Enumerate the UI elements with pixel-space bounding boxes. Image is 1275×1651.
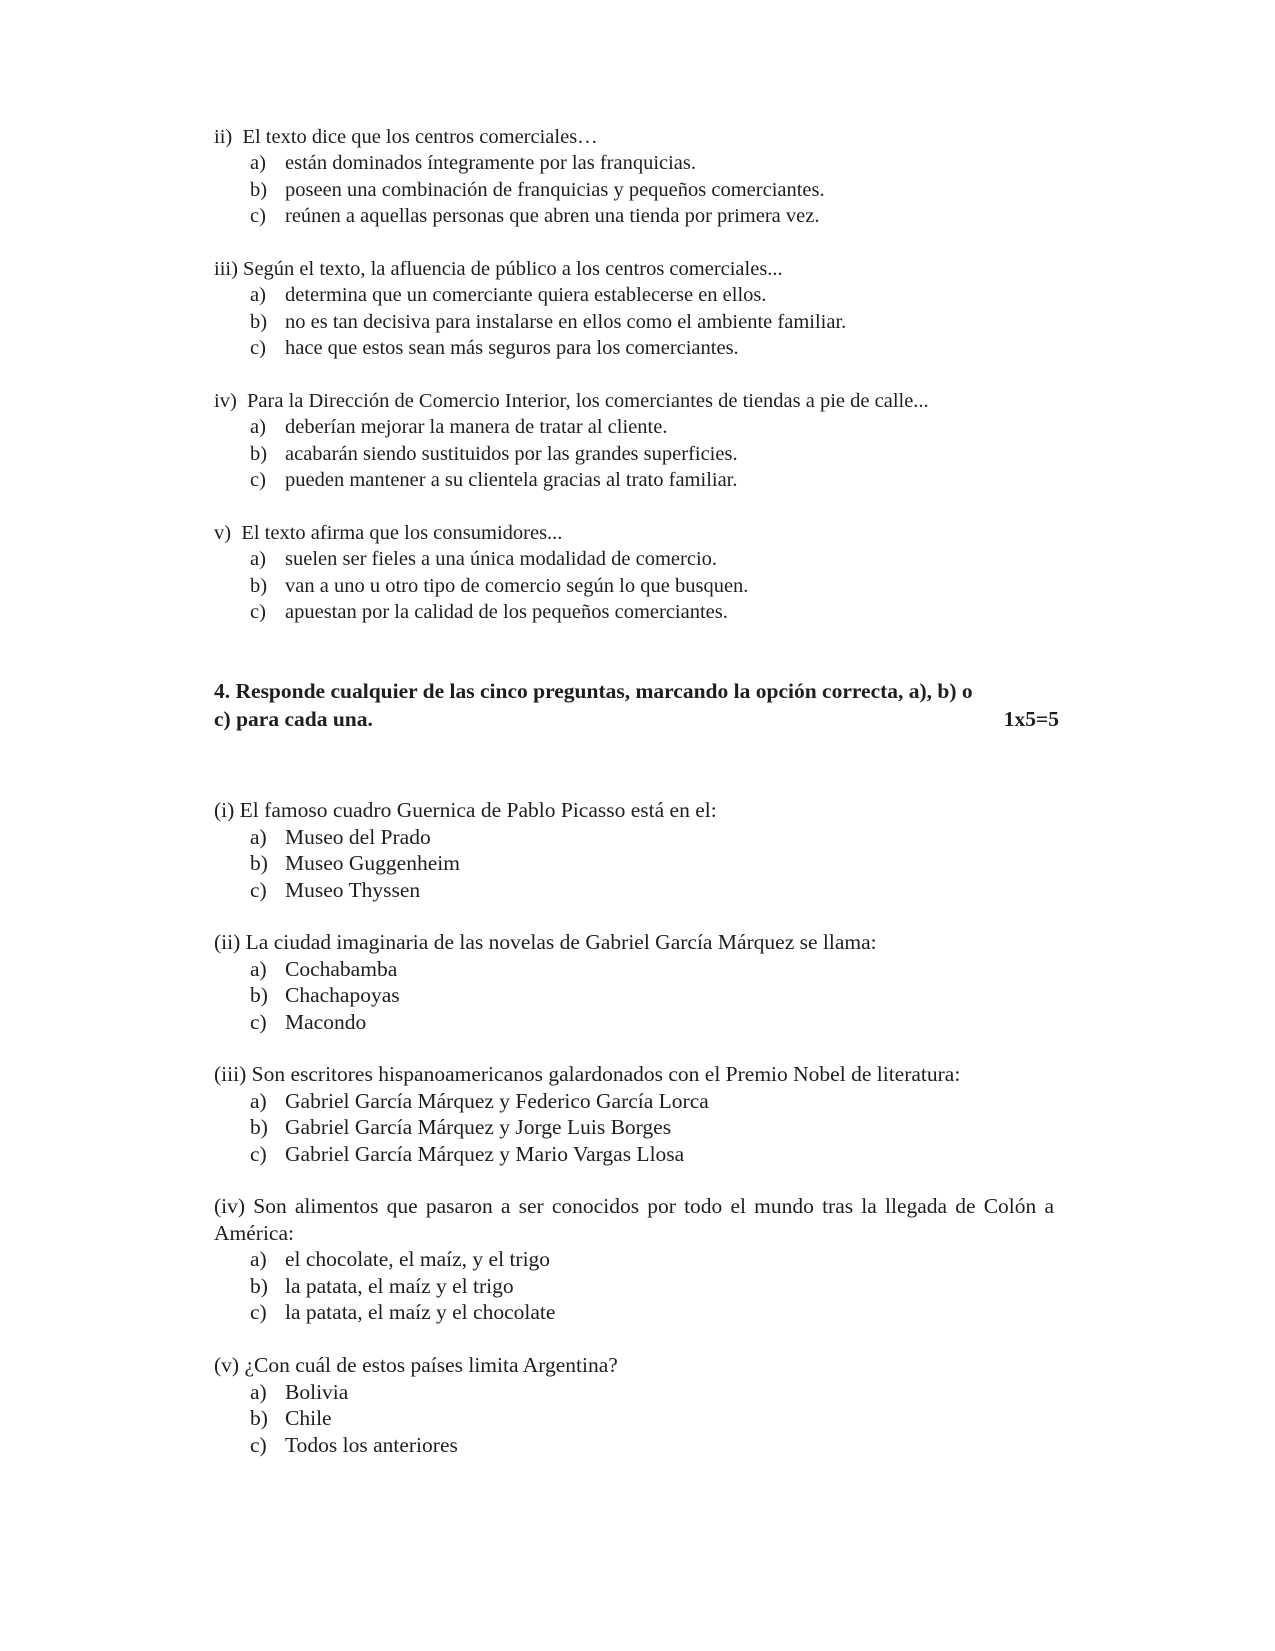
option-item — [214, 1273, 1054, 1300]
question-stem — [214, 124, 1054, 150]
option-label: b) — [250, 310, 268, 333]
option-text: acabarán siendo sustituidos por las grandes superficies. — [285, 442, 738, 465]
option-item — [214, 1299, 1054, 1326]
option-label: c) — [250, 600, 266, 623]
option-text: Chile — [285, 1406, 332, 1430]
option-text: apuestan por la calidad de los pequeños comerciantes. — [285, 600, 728, 623]
question-text: ¿Con cuál de estos países limita Argentina? — [244, 1353, 618, 1377]
option-list — [214, 1088, 1054, 1168]
option-item — [214, 309, 1054, 335]
option-text: Museo Guggenheim — [285, 851, 460, 875]
option-label: a) — [250, 824, 267, 849]
option-item — [214, 467, 1054, 493]
question-number: iv) — [214, 390, 237, 412]
option-item — [214, 1379, 1054, 1406]
option-label: b) — [250, 1115, 268, 1139]
question-number: (ii) — [214, 930, 241, 954]
option-item — [214, 335, 1054, 361]
option-text: la patata, el maíz y el chocolate — [285, 1300, 556, 1324]
option-text: pueden mantener a su clientela gracias al trato familiar. — [285, 468, 738, 491]
option-text: Museo Thyssen — [285, 877, 421, 902]
option-item — [214, 850, 1054, 877]
option-item — [214, 982, 1054, 1009]
option-text: poseen una combinación de franquicias y pequeños comerciantes. — [285, 178, 825, 201]
option-item — [214, 1246, 1054, 1273]
question-number: (iii) — [214, 1062, 247, 1086]
question-stem — [214, 520, 1054, 546]
culture-question — [214, 797, 1054, 903]
option-item — [214, 1009, 1054, 1036]
question-stem — [214, 797, 1054, 824]
option-label: b) — [250, 574, 268, 597]
option-item — [214, 414, 1054, 440]
option-label: a) — [250, 152, 266, 175]
section-heading-text: c) para cada una. — [214, 707, 373, 731]
reading-question — [214, 520, 1054, 625]
option-label: c) — [250, 877, 267, 902]
option-text: están dominados íntegramente por las franquicias. — [285, 152, 697, 175]
option-label: b) — [250, 442, 268, 465]
option-item — [214, 956, 1054, 983]
option-item — [214, 573, 1054, 599]
option-item — [214, 824, 1054, 851]
option-label: a) — [250, 284, 266, 307]
option-item — [214, 150, 1054, 176]
culture-question — [214, 929, 1054, 1035]
question-text: El texto dice que los centros comerciales… — [242, 126, 598, 148]
option-item — [214, 1141, 1054, 1168]
option-list — [214, 282, 1054, 361]
question-text: El texto afirma que los consumidores... — [241, 522, 563, 544]
question-stem — [214, 388, 1054, 414]
option-label: c) — [250, 204, 266, 227]
reading-question — [214, 124, 1054, 229]
option-text: Cochabamba — [285, 956, 398, 981]
reading-question — [214, 388, 1054, 493]
option-label: c) — [250, 336, 266, 359]
option-item — [214, 877, 1054, 904]
question-text: Son alimentos que pasaron a ser conocidos por todo el mundo tras la llegada de Colón a América: — [214, 1194, 1055, 1245]
question-text: Son escritores hispanoamericanos galardonados con el Premio Nobel de literatura: — [251, 1062, 961, 1086]
option-text: Macondo — [285, 1009, 367, 1034]
option-item — [214, 1114, 1054, 1141]
option-label: a) — [250, 416, 266, 439]
option-text: determina que un comerciante quiera establecerse en ellos. — [285, 284, 767, 307]
option-text: hace que estos sean más seguros para los comerciantes. — [285, 336, 739, 359]
option-text: Bolivia — [285, 1379, 349, 1404]
option-text: la patata, el maíz y el trigo — [285, 1273, 514, 1298]
option-item — [214, 599, 1054, 625]
question-stem — [214, 929, 1054, 956]
option-list — [214, 414, 1054, 493]
section-heading-line: 4. Responde cualquier de las cinco preguntas, marcando la opción correcta, a), b) o — [214, 679, 973, 703]
option-text: Museo del Prado — [285, 824, 431, 849]
option-item — [214, 282, 1054, 308]
option-item — [214, 1432, 1054, 1459]
question-stem — [214, 1193, 1054, 1246]
option-text: Todos los anteriores — [285, 1432, 458, 1457]
option-text: no es tan decisiva para instalarse en ellos como el ambiente familiar. — [285, 310, 847, 333]
option-label: a) — [250, 1379, 267, 1404]
question-text: El famoso cuadro Guernica de Pablo Picasso está en el: — [239, 798, 717, 822]
option-list — [214, 1246, 1054, 1326]
question-number: (v) — [214, 1353, 240, 1377]
question-number: ii) — [214, 126, 233, 148]
option-text: Chachapoyas — [285, 983, 400, 1007]
option-text: el chocolate, el maíz, y el trigo — [285, 1247, 551, 1271]
score-label: 1x5=5 — [1003, 707, 1059, 731]
option-item — [214, 441, 1054, 467]
option-label: c) — [250, 1300, 267, 1324]
option-text: Gabriel García Márquez y Jorge Luis Borges — [285, 1115, 672, 1139]
option-list — [214, 824, 1054, 904]
option-label: c) — [250, 1141, 267, 1166]
question-number: v) — [214, 522, 232, 544]
option-item — [214, 546, 1054, 572]
option-item — [214, 1088, 1054, 1115]
section-heading-line — [214, 705, 1059, 733]
option-text: Gabriel García Márquez y Mario Vargas Llosa — [285, 1141, 685, 1166]
option-label: b) — [250, 1406, 268, 1430]
question-stem — [214, 1352, 1054, 1379]
question-text: Según el texto, la afluencia de público a los centros comerciales... — [243, 258, 783, 280]
option-text: reúnen a aquellas personas que abren una tienda por primera vez. — [285, 204, 820, 227]
option-label: c) — [250, 1009, 267, 1034]
culture-question — [214, 1193, 1054, 1326]
reading-question — [214, 256, 1054, 361]
question-number: (i) — [214, 798, 235, 822]
option-item — [214, 177, 1054, 203]
option-list — [214, 956, 1054, 1036]
question-number: (iv) — [214, 1194, 246, 1218]
option-label: a) — [250, 956, 267, 981]
option-item — [214, 1405, 1054, 1432]
option-label: a) — [250, 1088, 267, 1113]
culture-question — [214, 1061, 1054, 1167]
option-label: b) — [250, 983, 268, 1007]
question-stem — [214, 256, 1054, 282]
question-stem — [214, 1061, 1054, 1088]
option-list — [214, 150, 1054, 229]
option-label: a) — [250, 548, 266, 571]
section-heading — [214, 677, 1059, 733]
option-item — [214, 203, 1054, 229]
option-label: c) — [250, 1432, 267, 1457]
option-label: a) — [250, 1247, 267, 1271]
question-text: Para la Dirección de Comercio Interior, los comerciantes de tiendas a pie de calle... — [247, 390, 929, 412]
option-label: b) — [250, 178, 268, 201]
option-text: suelen ser fieles a una única modalidad de comercio. — [285, 548, 718, 571]
option-text: van a uno u otro tipo de comercio según lo que busquen. — [285, 574, 749, 597]
culture-question — [214, 1352, 1054, 1458]
question-number: iii) — [214, 258, 238, 280]
option-list — [214, 546, 1054, 625]
question-text: La ciudad imaginaria de las novelas de Gabriel García Márquez se llama: — [245, 930, 877, 954]
option-text: Gabriel García Márquez y Federico García Lorca — [285, 1088, 709, 1113]
option-text: deberían mejorar la manera de tratar al cliente. — [285, 416, 668, 439]
option-list — [214, 1379, 1054, 1459]
option-label: c) — [250, 468, 266, 491]
option-label: b) — [250, 851, 268, 875]
option-label: b) — [250, 1273, 268, 1298]
